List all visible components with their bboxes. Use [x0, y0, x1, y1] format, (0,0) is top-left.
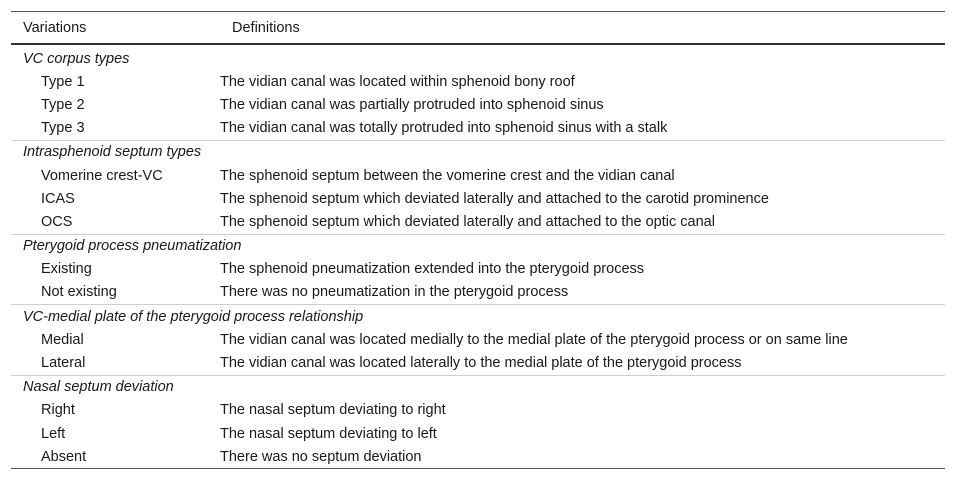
table-body — [11, 44, 945, 469]
variation-definition: The sphenoid pneumatization extended into the pterygoid process — [220, 261, 645, 278]
variation-name: Existing — [41, 261, 92, 278]
table-header — [11, 12, 945, 45]
variation-definition: The vidian canal was located medially to the medial plate of the pterygoid process or on same line — [220, 331, 848, 348]
variation-definition: There was no pneumatization in the pterygoid process — [220, 284, 569, 301]
variation-name: Right — [41, 402, 75, 419]
table-row — [11, 445, 945, 469]
group-title: VC-medial plate of the pterygoid process relationship — [11, 305, 945, 329]
table-row — [11, 117, 945, 141]
group-row — [11, 44, 945, 70]
variation-name: ICAS — [41, 190, 75, 207]
group-row — [11, 305, 945, 329]
variations-table — [11, 11, 945, 469]
variation-definition: The vidian canal was located within sphenoid bony roof — [220, 73, 575, 90]
table-row — [11, 70, 945, 93]
header-row — [11, 12, 945, 45]
variations-table-container — [11, 11, 945, 469]
variation-definition: The vidian canal was partially protruded into sphenoid sinus — [220, 96, 604, 113]
variation-name: Absent — [11, 445, 220, 469]
table-row — [11, 399, 945, 422]
variation-definition: The sphenoid septum between the vomerine crest and the vidian canal — [220, 167, 675, 184]
variation-definition: The nasal septum deviating to right — [220, 402, 446, 419]
table-row — [11, 187, 945, 210]
group-title: Nasal septum deviation — [11, 375, 945, 399]
group-title: Pterygoid process pneumatization — [11, 234, 945, 258]
table-row — [11, 351, 945, 375]
variation-definition: There was no septum deviation — [220, 445, 945, 469]
variation-name: OCS — [41, 213, 73, 230]
table-row — [11, 164, 945, 187]
variation-name: Not existing — [41, 284, 117, 301]
header-variations: Variations — [23, 19, 87, 36]
group-row — [11, 375, 945, 399]
variation-name: Type 3 — [41, 120, 85, 137]
header-definitions: Definitions — [232, 19, 300, 36]
table-row — [11, 258, 945, 281]
group-row — [11, 140, 945, 164]
table-row — [11, 281, 945, 305]
variation-name: Type 1 — [41, 73, 85, 90]
variation-definition: The vidian canal was located laterally to the medial plate of the pterygoid process — [220, 355, 742, 372]
variation-definition: The nasal septum deviating to left — [220, 425, 437, 442]
group-title: Intrasphenoid septum types — [11, 140, 945, 164]
variation-name: Vomerine crest-VC — [41, 167, 163, 184]
group-row — [11, 234, 945, 258]
variation-name: Lateral — [41, 355, 86, 372]
variation-name: Type 2 — [41, 96, 85, 113]
variation-name: Medial — [41, 331, 84, 348]
variation-definition: The sphenoid septum which deviated laterally and attached to the carotid prominence — [220, 190, 769, 207]
variation-name: Left — [41, 425, 66, 442]
variation-definition: The sphenoid septum which deviated laterally and attached to the optic canal — [220, 213, 715, 230]
variation-definition: The vidian canal was totally protruded into sphenoid sinus with a stalk — [220, 120, 668, 137]
table-row — [11, 328, 945, 351]
group-title: VC corpus types — [23, 50, 130, 67]
table-row — [11, 210, 945, 234]
table-row — [11, 422, 945, 445]
table-row — [11, 93, 945, 116]
